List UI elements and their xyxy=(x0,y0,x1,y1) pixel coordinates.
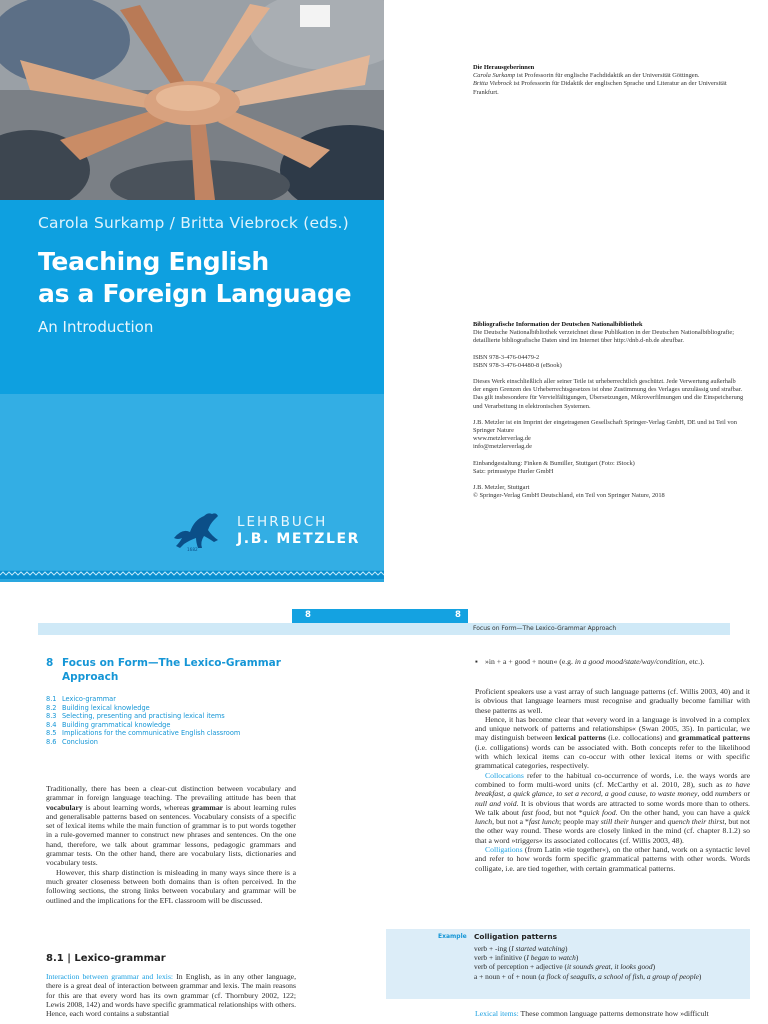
running-head: Focus on Form—The Lexico-Grammar Approach xyxy=(473,625,617,632)
toc-item[interactable]: 8.5 Implications for the communicative English classroom xyxy=(46,729,241,738)
example-title: Colligation patterns xyxy=(474,932,558,941)
intro-paragraph-1: Traditionally, there has been a clear-cut distinction between vocabulary and grammar in foreign language teaching. The prevailing attitude has been that vocabulary is about learning words, whereas grammar is about learning rules and generalisable patterns based on sentences. Vocabulary consists of a specific set of lexical items while the main function of grammar is to put words together in a rule-governed manner to construct new phrases and sentences. On the one hand, therefore, we talk about grammar lessons, pedagogic grammars and grammar tests. On the other hand, there are vocabulary lists, dictionaries and vocabulary tests. xyxy=(46,784,296,868)
pattern-bullet: ▪ »in + a + good + noun« (e.g. in a good mood/state/way/condition, etc.). xyxy=(475,657,705,666)
left-header-band xyxy=(38,623,384,635)
left-page-number: 8 xyxy=(305,610,311,620)
paragraph-collocations: Collocations refer to the habitual co-occurrence of words, i.e. the ways words are combined to form multi-word units (cf. McCarthy et al. 2010, 28), such as to have breakfast, a quick glance, to set a record, a good cause, to waste money, odd numbers or null and void. It is obvious that words are attracted to some words more than to others. We talk about fast food, but not *quick food. On the other hand, you can have a quick lunch, but not a *fast lunch; people may still their hunger and quench their thirst, but not the other way round. These words are closely linked in the mind (cf. chapter 8.1.2) so that a word »triggers« its associated collocates (cf. Willis 2003, 48). xyxy=(475,770,751,845)
stacked-hands-image xyxy=(0,0,384,200)
cover-title-line-2: as a Foreign Language xyxy=(38,279,352,308)
cover-title xyxy=(38,246,378,310)
publisher-line-1: J.B. Metzler ist ein Imprint der eingetragenen Gesellschaft Springer-Verlag GmbH, DE und ist Teil von Springer Nature xyxy=(473,418,737,435)
bib-text: Die Deutsche Nationalbibliothek verzeichnet diese Publikation in der Deutschen Nationalbibliografie; detaillierte bibliografische Daten sind im Internet über http://dnb.d-nb.de abrufbar. xyxy=(473,329,735,345)
toc-item[interactable]: 8.4 Building grammatical knowledge xyxy=(46,720,171,729)
right-body-text xyxy=(475,687,750,873)
example-line: verb of perception + adjective (it sounds great, it looks good) xyxy=(474,962,656,972)
editor2-text: ist Professorin für Didaktik der englischen Sprache und Literatur an der Universität Frankfurt. xyxy=(473,80,727,96)
toc-item[interactable]: 8.2 Building lexical knowledge xyxy=(46,703,150,712)
chapter-number: 8 xyxy=(46,657,54,669)
paragraph-proficient: Proficient speakers use a vast array of such language patterns (cf. Willis 2003, 40) and it is obvious that language learners must recognise and gradually become familiar with these patterns as well. xyxy=(475,687,750,715)
lexical-items-line: Lexical items: These common language patterns demonstrate how »difficult xyxy=(475,1009,709,1018)
editor1-text: ist Professorin für englische Fachdidaktik an der Universität Göttingen. xyxy=(515,72,700,80)
paragraph-colligations: Colligations (from Latin »tie together«), on the other hand, work on a syntactic level and refer to how words form specific grammatical patterns with other words. Words colligate, i.e. are tied together, with certain grammatical patterns. xyxy=(475,845,750,873)
right-page-number: 8 xyxy=(455,610,461,620)
cover-editors: Carola Surkamp / Britta Viebrock (eds.) xyxy=(38,214,349,232)
example-line: verb + infinitive (I began to watch) xyxy=(474,953,579,963)
horse-logo-icon xyxy=(168,508,224,552)
cover-photo-stacked-hands xyxy=(0,0,384,200)
toc-item[interactable]: 8.1 Lexico-grammar xyxy=(46,695,116,703)
intro-paragraph-2: However, this sharp distinction is misleading in many ways since there is a much greater closeness between both domains than is often perceived. In the following sections, the strong links between vocabulary and grammar will be outlined and the implications for the EFL classroom will be discussed. xyxy=(46,867,296,905)
isbn-ebook: ISBN 978-3-476-04480-8 (eBook) xyxy=(473,361,562,369)
book-cover xyxy=(0,0,384,582)
editors-info xyxy=(473,64,743,97)
editor1-name: Carola Surkamp xyxy=(473,72,516,80)
paragraph-patterns: Hence, it has become clear that »every word in a language is involved in a complex and unique network of patterns and relationships« (Swan 2005, 35). In particular, we may distinguish between lexical patterns (i.e. collocations) and grammatical patterns (i.e. colligations) words can be associated with. Both concepts refer to the likelihood with which lexical items can co-occur with other lexical items or with specific grammatical categories, respectively. xyxy=(475,714,750,771)
section-text xyxy=(46,972,296,1018)
left-intro-text xyxy=(46,784,296,905)
horse-logo-year: 1682 xyxy=(187,547,198,552)
publisher-email: info@metzlerverlag.de xyxy=(473,443,532,451)
chapter-title: Focus on Form—The Lexico-Grammar Approach xyxy=(62,657,281,683)
isbn-print: ISBN 978-3-476-04479-2 xyxy=(473,353,540,361)
cover-zigzag-border xyxy=(0,571,384,579)
chapter-toc xyxy=(46,695,240,747)
cover-title-line-1: Teaching English xyxy=(38,247,269,276)
publisher-website: www.metzlerverlag.de xyxy=(473,435,531,443)
copyright-line: © Springer-Verlag GmbH Deutschland, ein Teil von Springer Nature, 2018 xyxy=(473,492,665,500)
toc-item[interactable]: 8.3 Selecting, presenting and practising lexical items xyxy=(46,712,225,721)
rights-notice: Dieses Werk einschließlich aller seiner Teile ist urheberrechtlich geschützt. Jede Verwertung außerhalb der engen Grenzen des Urheberrechtsgesetzes ist ohne Zustimmung des Verlages unzulässig und strafbar. Das gilt insbesondere für Vervielfältigungen, Übersetzungen, Mikroverfilmungen und die Einspeicherung und Verarbeitung in elektronischen Systemen. xyxy=(473,378,744,410)
publisher-name: J.B. METZLER xyxy=(237,531,361,547)
example-line: verb + -ing (I started watching) xyxy=(474,944,568,953)
bibliographic-info xyxy=(473,321,745,500)
editor2-name: Britta Viebrock xyxy=(473,80,512,88)
typesetting-credit: Satz: primustype Hurler GmbH xyxy=(473,467,554,475)
example-lines xyxy=(474,944,746,981)
section-paragraph: Interaction between grammar and lexis: In English, as in any other language, there is a great deal of interaction between grammar and lexis. The main reasons for this are that every word has its own grammar (cf. Thornbury 2002, 122; Lewis 2008, 142) and words have specific grammatical relationships with others. Hence, each word contains a substantial xyxy=(46,972,296,1019)
example-label: Example xyxy=(438,933,467,940)
cover-design-credit: Einbandgestaltung: Finken & Bumiller, Stuttgart (Foto: iStock) xyxy=(473,459,635,467)
editors-heading: Die Herausgeberinnen xyxy=(473,64,535,71)
section-title: 8.1 | Lexico-grammar xyxy=(46,953,166,964)
toc-item[interactable]: 8.6 Conclusion xyxy=(46,737,98,746)
publisher-series: LEHRBUCH xyxy=(237,514,328,530)
publisher-place: J.B. Metzler, Stuttgart xyxy=(473,484,530,492)
example-line: a + noun + of + noun (a flock of seagulls, a school of fish, a group of people) xyxy=(474,971,702,981)
bib-heading: Bibliografische Information der Deutschen Nationalbibliothek xyxy=(473,321,643,328)
cover-subtitle: An Introduction xyxy=(38,318,154,336)
